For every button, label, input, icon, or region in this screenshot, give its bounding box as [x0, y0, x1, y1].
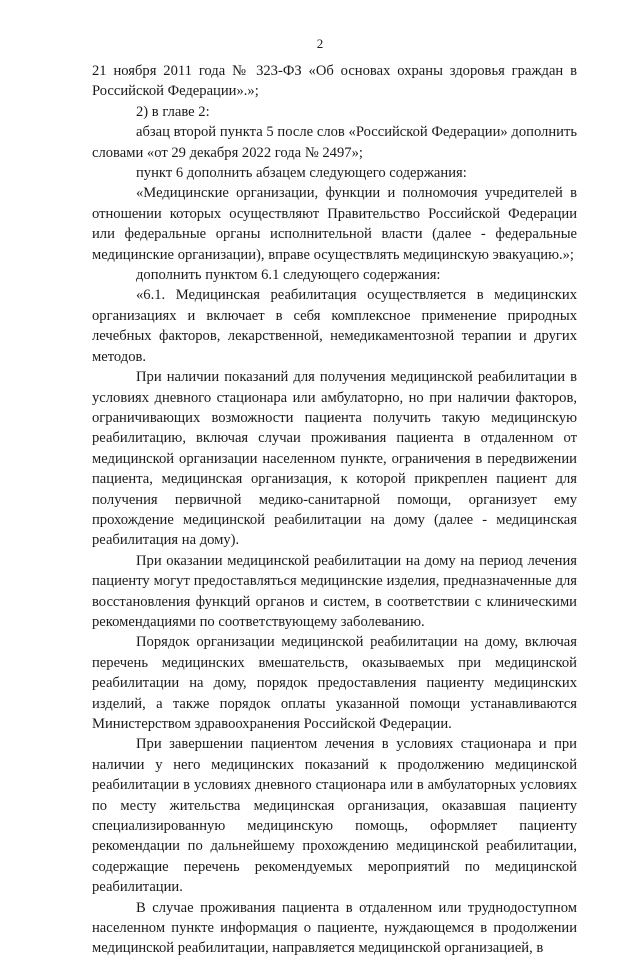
paragraph-point-6-intro: пункт 6 дополнить абзацем следующего содержания:	[136, 165, 467, 182]
page-number: 2	[316, 36, 324, 51]
paragraph-home-rehabilitation: При наличии показаний для получения медицинской реабилитации в условиях дневного стационара или амбулаторно, но при наличии факторов, ограничивающих возможности пациента получить такую медицинскую реабилитацию, включая случаи проживания пациента в отдаленном от медицинской организации населенном пункте, ограничения в передвижении пациента, медицинская организация, к которой прикреплен пациент для получения первичной медико-санитарной помощи, организует ему прохождение медицинской реабилитации на дому (далее - медицинская реабилитация на дому).	[92, 369, 577, 549]
paragraph-point-5-amendment: абзац второй пункта 5 после слов «Российской Федерации» дополнить словами «от 29 декабря 2022 года № 2497»;	[92, 124, 577, 161]
paragraph-discharge-recommendations: При завершении пациентом лечения в условиях стационара и при наличии у него медицинских показаний к продолжению медицинской реабилитации в условиях дневного стационара или в амбулаторных условиях по месту жительства медицинская организация, оказавшая пациенту специализированную медицинскую помощь, оформляет пациенту рекомендации по дальнейшему прохождению медицинской реабилитации, содержащие перечень рекомендуемых мероприятий по медицинской реабилитации.	[92, 736, 577, 896]
paragraph-rehabilitation-definition: «6.1. Медицинская реабилитация осуществляется в медицинских организациях и включает в себя комплексное применение природных лечебных факторов, лекарственной, немедикаментозной терапии и других методов.	[92, 287, 577, 365]
document-body	[92, 61, 577, 959]
paragraph-point-6-1-intro: дополнить пунктом 6.1 следующего содержания:	[136, 267, 441, 284]
paragraph-medical-devices: При оказании медицинской реабилитации на дому на период лечения пациенту могут предоставляться медицинские изделия, предназначенные для восстановления функций органов и систем, в соответствии с клиническими рекомендациями по соответствующему заболеванию.	[92, 552, 577, 630]
paragraph-continuation: 21 ноября 2011 года № 323-ФЗ «Об основах охраны здоровья граждан в Российской Федерации».»;	[92, 63, 577, 100]
paragraph-chapter-2: 2) в главе 2:	[136, 103, 210, 120]
paragraph-remote-settlement: В случае проживания пациента в отдаленном или труднодоступном населенном пункте информация о пациенте, нуждающемся в продолжении медицинской реабилитации, направляется медицинской организацией, в	[92, 899, 577, 957]
paragraph-procedure: Порядок организации медицинской реабилитации на дому, включая перечень медицинских вмешательств, оказываемых при медицинской реабилитации на дому, порядок предоставления пациенту медицинских изделий, а также порядок оплаты указанной помощи устанавливаются Министерством здравоохранения Российской Федерации.	[92, 634, 577, 732]
paragraph-evacuation: «Медицинские организации, функции и полномочия учредителей в отношении которых осуществляют Правительство Российской Федерации или федеральные органы исполнительной власти (далее - федеральные медицинские организации), вправе осуществлять медицинскую эвакуацию.»;	[92, 185, 577, 263]
